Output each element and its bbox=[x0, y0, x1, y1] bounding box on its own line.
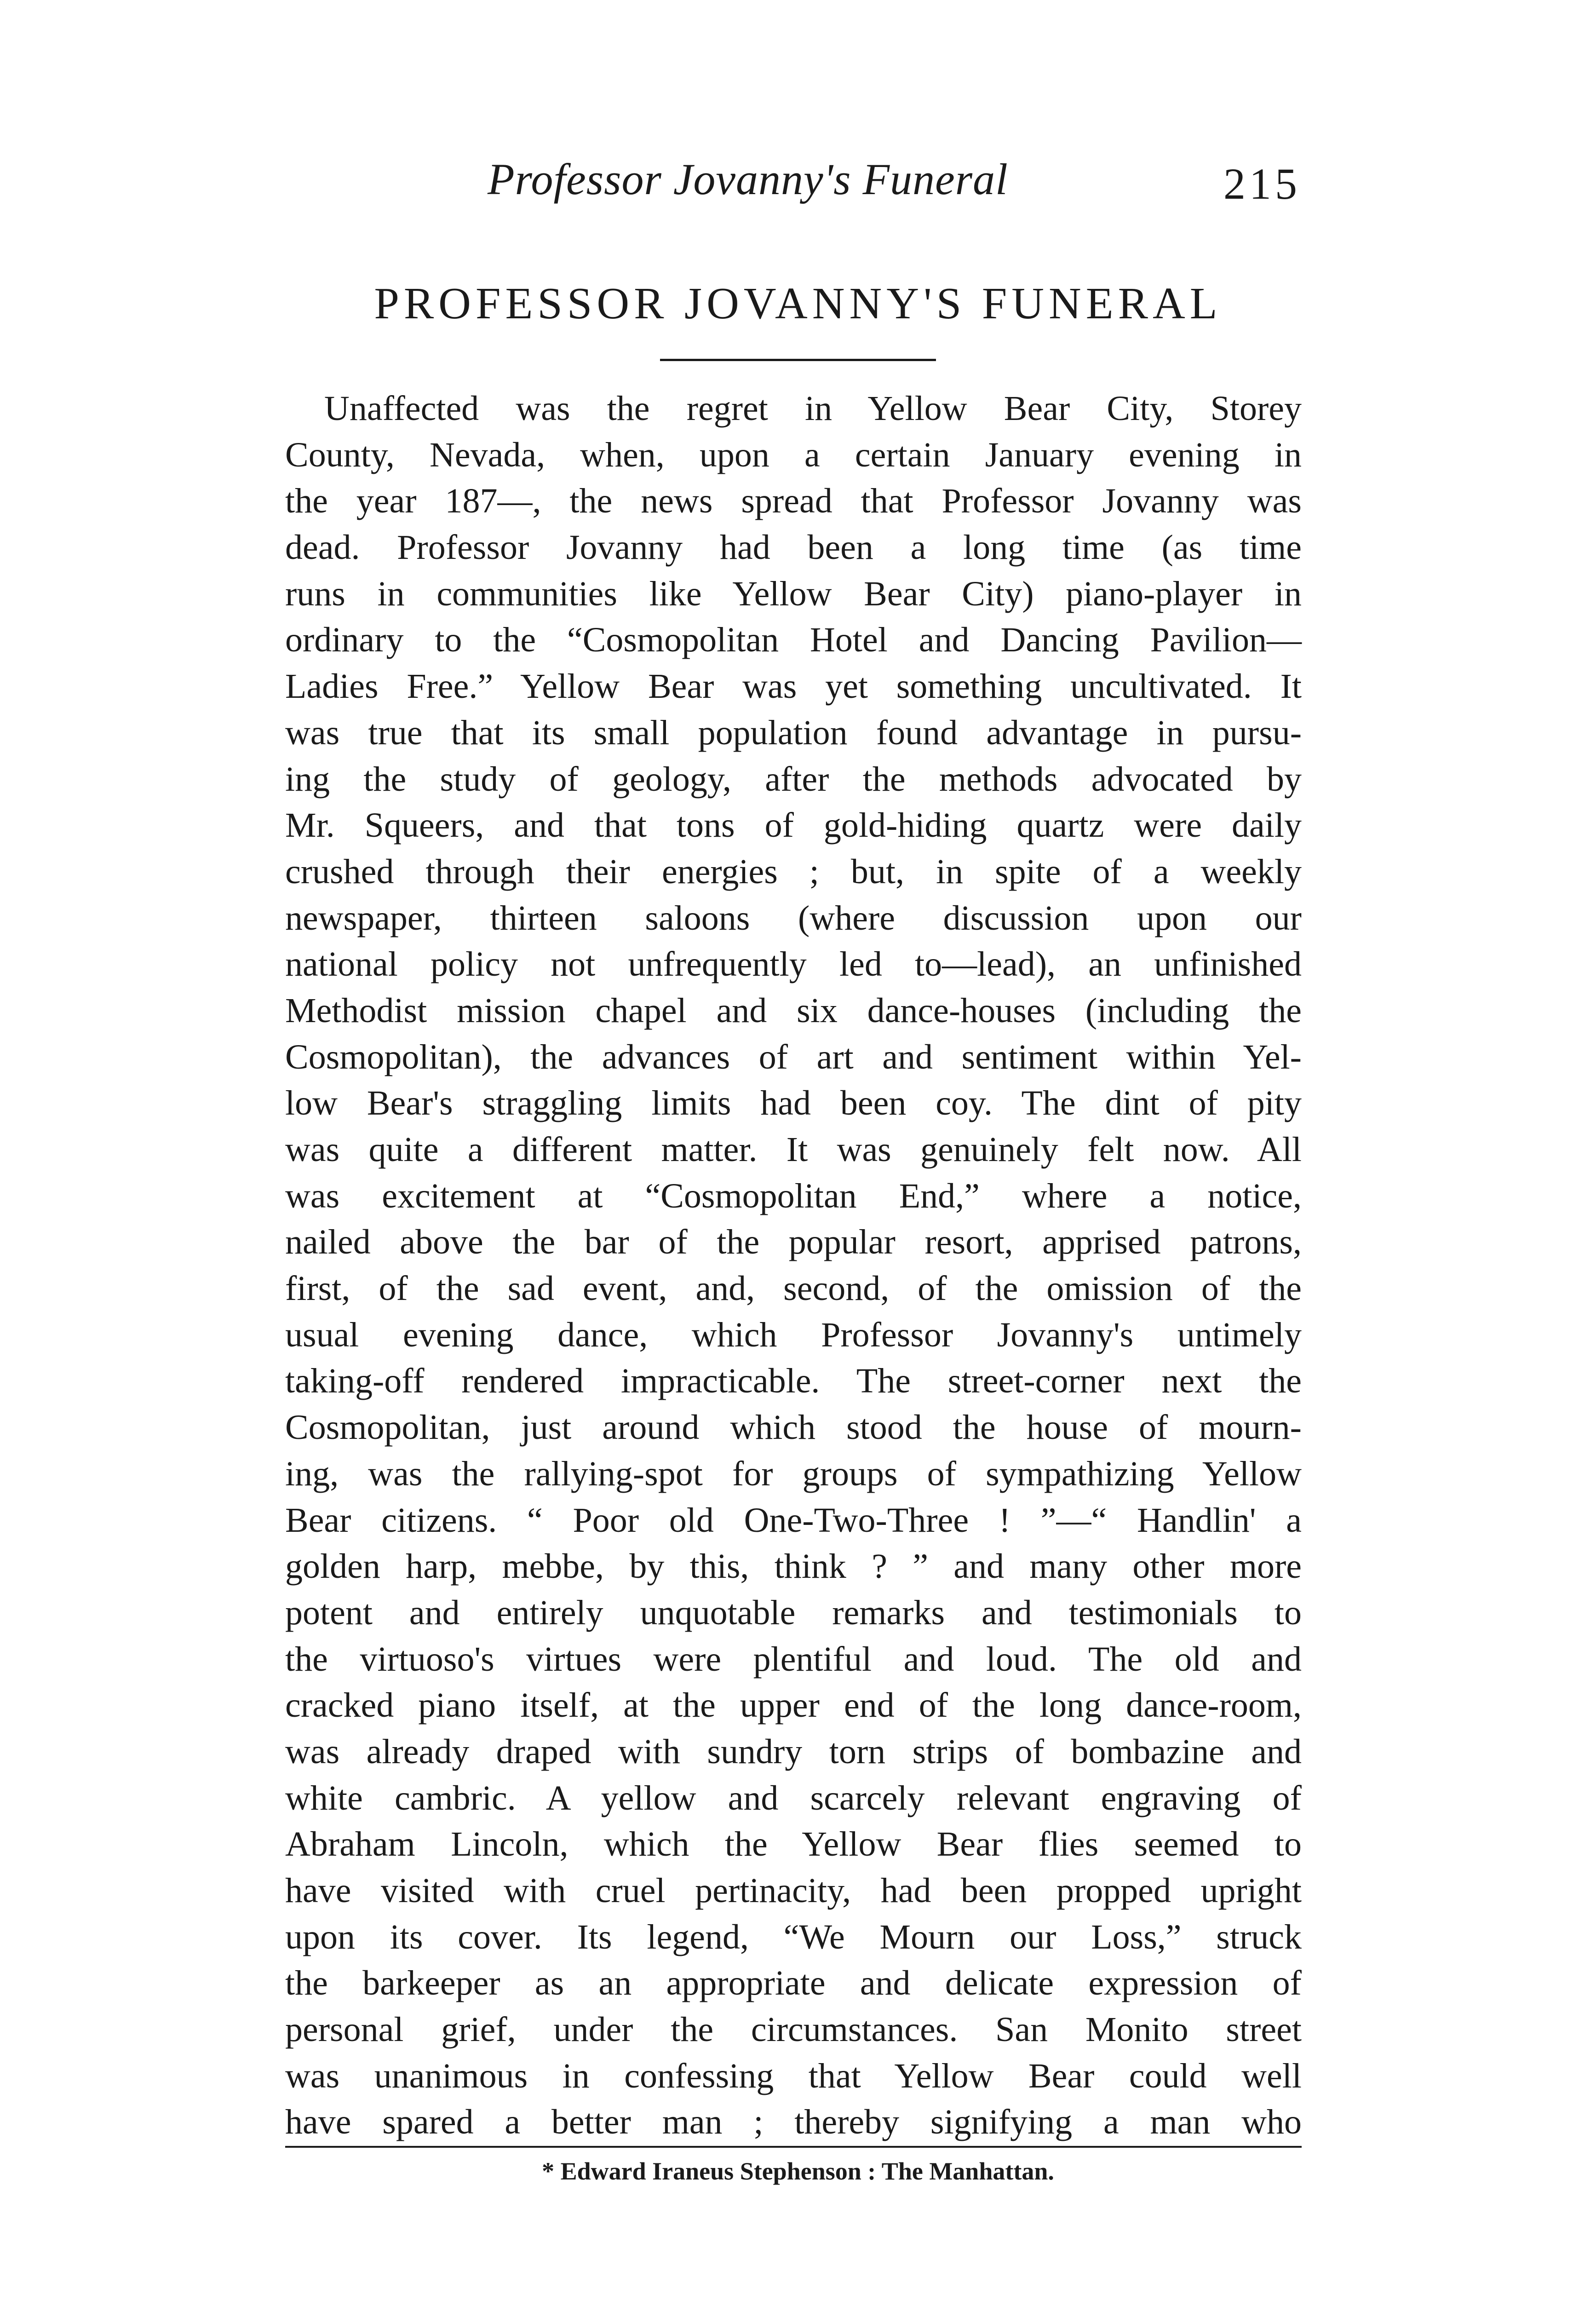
body-line: Abraham Lincoln, which the Yellow Bear flies seemed to bbox=[285, 1825, 1302, 1864]
body-line: ing the study of geology, after the methods advocated by bbox=[285, 759, 1302, 799]
body-line: was quite a different matter. It was genuinely felt now. All bbox=[285, 1130, 1302, 1169]
body-line: runs in communities like Yellow Bear City) piano-player in bbox=[285, 574, 1302, 613]
body-line: Unaffected was the regret in Yellow Bear City, Storey bbox=[324, 389, 1302, 428]
body-line: Bear citizens. “ Poor old One-Two-Three ! ”—“ Handlin' a bbox=[285, 1501, 1302, 1540]
body-line: Cosmopolitan), the advances of art and sentiment within Yel- bbox=[285, 1037, 1302, 1076]
body-line: County, Nevada, when, upon a certain January evening in bbox=[285, 435, 1302, 474]
body-line: have spared a better man ; thereby signifying a man who bbox=[285, 2103, 1302, 2142]
footnote-divider bbox=[285, 2146, 1302, 2148]
body-line: first, of the sad event, and, second, of the omission of the bbox=[285, 1269, 1302, 1308]
body-line: the barkeeper as an appropriate and delicate expression of bbox=[285, 1964, 1302, 2003]
body-line: was excitement at “Cosmopolitan End,” where a notice, bbox=[285, 1176, 1302, 1215]
body-line: upon its cover. Its legend, “We Mourn our Loss,” struck bbox=[285, 1917, 1302, 1956]
body-line: Methodist mission chapel and six dance-houses (including the bbox=[285, 991, 1302, 1030]
body-line: golden harp, mebbe, by this, think ? ” and many other more bbox=[285, 1547, 1302, 1586]
running-head-title: Professor Jovanny's Funeral bbox=[488, 155, 1008, 204]
page-number: 215 bbox=[1223, 159, 1301, 208]
body-line: was unanimous in confessing that Yellow Bear could well bbox=[285, 2056, 1302, 2095]
body-line: newspaper, thirteen saloons (where discussion upon our bbox=[285, 898, 1302, 937]
article-body bbox=[285, 385, 1302, 2145]
body-line: ordinary to the “Cosmopolitan Hotel and Dancing Pavilion— bbox=[285, 621, 1302, 660]
body-line: have visited with cruel pertinacity, had been propped upright bbox=[285, 1871, 1302, 1910]
body-line: usual evening dance, which Professor Jovanny's untimely bbox=[285, 1315, 1302, 1354]
body-line: national policy not unfrequently led to—lead), an unfinished bbox=[285, 945, 1302, 984]
body-line: cracked piano itself, at the upper end of the long dance-room, bbox=[285, 1686, 1302, 1725]
body-line: taking-off rendered impracticable. The street-corner next the bbox=[285, 1362, 1302, 1401]
body-line: was true that its small population found advantage in pursu- bbox=[285, 713, 1302, 752]
body-line: Ladies Free.” Yellow Bear was yet something uncultivated. It bbox=[285, 667, 1302, 706]
title-divider bbox=[660, 359, 936, 361]
body-line: white cambric. A yellow and scarcely relevant engraving of bbox=[285, 1778, 1302, 1817]
body-line: Mr. Squeers, and that tons of gold-hiding quartz were daily bbox=[285, 806, 1302, 845]
body-line: the virtuoso's virtues were plentiful and loud. The old and bbox=[285, 1639, 1302, 1679]
body-line: Cosmopolitan, just around which stood the house of mourn- bbox=[285, 1408, 1302, 1447]
footnote: * Edward Iraneus Stephenson : The Manhattan. bbox=[542, 2157, 1054, 2185]
body-line: crushed through their energies ; but, in spite of a weekly bbox=[285, 852, 1302, 891]
body-line: ing, was the rallying-spot for groups of sympathizing Yellow bbox=[285, 1454, 1302, 1493]
body-line: potent and entirely unquotable remarks and testimonials to bbox=[285, 1593, 1302, 1632]
body-line: dead. Professor Jovanny had been a long time (as time bbox=[285, 528, 1302, 567]
body-line: nailed above the bar of the popular resort, apprised patrons, bbox=[285, 1223, 1302, 1262]
body-line: was already draped with sundry torn strips of bombazine and bbox=[285, 1732, 1302, 1771]
body-line: low Bear's straggling limits had been coy. The dint of pity bbox=[285, 1084, 1302, 1123]
article-title: PROFESSOR JOVANNY'S FUNERAL bbox=[374, 279, 1222, 328]
body-line: personal grief, under the circumstances. San Monito street bbox=[285, 2010, 1302, 2049]
body-line: the year 187—, the news spread that Professor Jovanny was bbox=[285, 482, 1302, 521]
